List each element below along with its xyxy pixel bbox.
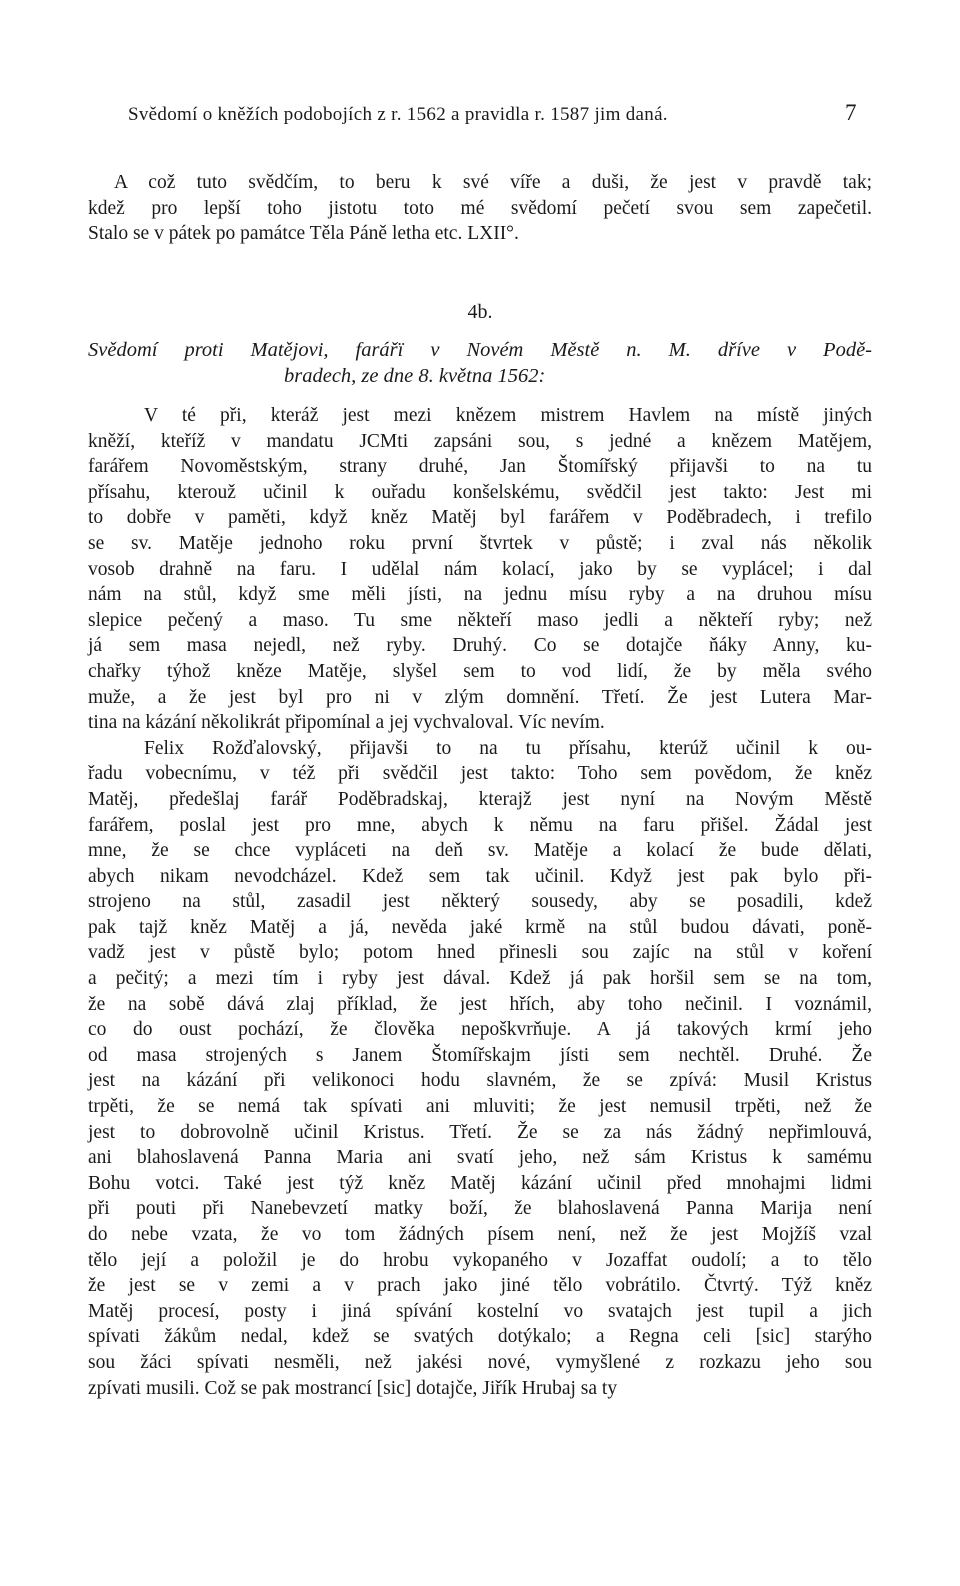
body-text (88, 403, 872, 1401)
body-line: spívati žákům nedal, kdež se svatých dotýkalo; a Regna celi [sic] starýho (88, 1326, 872, 1348)
body-line: ani blahoslavená Panna Maria ani svatí jeho, než sám Kristus k samému (88, 1147, 872, 1169)
body-line: pak tajž kněz Matěj a já, nevěda jaké krmě na stůl budou dávati, poně- (88, 916, 872, 938)
section-number: 4b. (467, 301, 493, 323)
body-line: slepice pečený a maso. Tu sme někteří maso jedli a někteří ryby; než (88, 609, 872, 631)
body-line: Bohu votci. Také jest týž kněz Matěj kázání učinil před mnohajmi lidmi (88, 1172, 872, 1194)
body-line: do nebe vzata, že vo tom žádných písem není, než že jest Mojžíš vzal (88, 1224, 872, 1245)
body-line: že na sobě dává zlaj příklad, že jest hřích, aby toho nečinil. I voznámil, (88, 993, 872, 1015)
body-line: muže, a že jest byl pro ni v zlým domnění. Třetí. Že jest Lutera Mar- (88, 686, 872, 708)
body-line: mne, že se chce vypláceti na deň sv. Matěje a kolací že bude dělati, (88, 840, 872, 862)
body-line: chařky týhož kněze Matěje, slyšel sem to vod lidí, že by měla svého (88, 660, 872, 682)
body-line: V té při, kteráž jest mezi knězem mistrem Havlem na místě jiných (144, 405, 872, 426)
body-line: se sv. Matěje jednoho roku první štvrtek v půstě; i zval nás několik (88, 532, 872, 554)
page-number: 7 (845, 100, 857, 125)
body-line: to dobře v paměti, když kněz Matěj byl farářem v Poděbradech, i trefilo (88, 507, 872, 529)
section-title-line: Svědomí proti Matějovi, farářï v Novém Městě n. M. dříve v Podě- (88, 339, 872, 361)
body-line: abych nikam nevodcházel. Kdež sem tak učinil. Když jest pak bylo při- (88, 865, 872, 887)
body-line: tina na kázání několikrát připomínal a jej vychvaloval. Víc nevím. (88, 712, 605, 734)
body-line: vosob drahně na faru. I udělal nám kolací, jako by se vyplácel; i dal (88, 558, 872, 580)
body-line: tělo její a položil je do hrobu vykopaného v Jozaffat oudolí; a to tělo (88, 1249, 872, 1271)
body-line: od masa strojených s Janem Štomířskajm jísti sem nechtěl. Druhé. Že (88, 1044, 872, 1066)
body-line: já sem masa nejedl, než ryby. Druhý. Co se dotajče ňáky Anny, ku- (88, 635, 872, 657)
body-line: Matěj, předešlaj farář Poděbradskaj, kterajž jest nyní na Novým Městě (88, 788, 872, 810)
body-line: kněží, kteříž v mandatu JCMti zapsáni sou, s jedné a knězem Matějem, (88, 430, 872, 452)
body-line: při pouti při Nanebevzetí matky boží, že blahoslavená Panna Marija není (88, 1198, 872, 1220)
body-line: vadž jest v půstě bylo; potom hned přinesli sou zajíc na stůl v koření (88, 942, 872, 964)
intro-line: Stalo se v pátek po památce Těla Páně letha etc. LXII°. (88, 223, 519, 245)
body-line: že jest se v zemi a v prach jako jiné tělo vobrátilo. Čtvrtý. Týž kněz (88, 1275, 872, 1297)
body-line: zpívati musili. Což se pak mostrancí [sic] dotajče, Jiřík Hrubaj sa ty (88, 1377, 618, 1399)
body-line: jest to dobrovolně učinil Kristus. Třetí. Že se za nás žádný nepřimlouvá, (88, 1121, 872, 1143)
section-title-line: bradech, ze dne 8. května 1562: (284, 364, 546, 387)
section-title (88, 338, 872, 389)
body-line: jest na kázání při velikonoci hodu slavném, že se zpívá: Musil Kristus (88, 1070, 872, 1092)
body-line: trpěti, že se nemá tak spívati ani mluviti; že jest nemusil trpěti, než že (88, 1096, 872, 1118)
body-line: Felix Rožďalovský, přijavši to na tu přísahu, kterúž učinil k ou- (144, 737, 872, 759)
body-line: farářem Novoměstským, strany druhé, Jan Štomířský přijavši to na tu (88, 456, 872, 478)
body-line: sou žáci spívati nesměli, než jakési nové, vymyšlené z rozkazu jeho sou (88, 1351, 872, 1373)
body-line: farářem, poslal jest pro mne, abych k němu na faru přišel. Žádal jest (88, 814, 872, 836)
body-line: strojeno na stůl, zasadil jest některý sousedy, aby se posadili, kdež (88, 891, 872, 913)
body-line: přísahu, kterouž učinil k ouřadu konšelskému, svědčil jest takto: Jest mi (88, 481, 872, 503)
body-line: řadu vobecnímu, v též při svědčil jest takto: Toho sem povědom, že kněz (88, 763, 872, 785)
body-line: nám na stůl, když sme měli jísti, na jednu mísu ryby a na druhou mísu (88, 584, 872, 606)
intro-paragraph (88, 170, 872, 247)
running-head: Svědomí o kněžích podobojích z r. 1562 a pravidla r. 1587 jim daná. (128, 104, 668, 125)
body-line: Matěj procesí, posty i jiná spívání kostelní vo svatajch jest tupil a jich (88, 1300, 872, 1322)
body-line: a pečitý; a mezi tím i ryby jest dával. Kdež já pak horšil sem se na tom, (88, 968, 872, 990)
intro-line: A což tuto svědčím, to beru k své víře a duši, že jest v pravdě tak; (114, 172, 872, 193)
body-line: co do oust pochází, že člověka nepoškvrňuje. A já takových krmí jeho (88, 1019, 872, 1041)
intro-line: kdež pro lepší toho jistotu toto mé svědomí pečetí svou sem zapečetil. (88, 197, 872, 219)
